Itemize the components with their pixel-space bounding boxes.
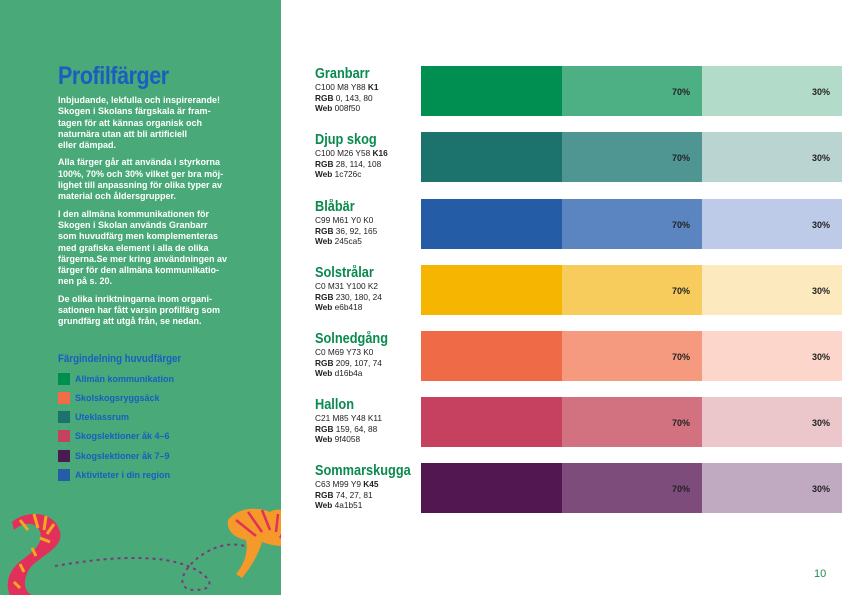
tint-label: 30% bbox=[811, 352, 830, 362]
legend-item bbox=[58, 468, 174, 481]
tint-label: 70% bbox=[671, 418, 690, 428]
swatch-30 bbox=[702, 66, 842, 116]
color-row bbox=[315, 265, 842, 315]
cmyk-value: C0 M69 Y73 K0 bbox=[315, 347, 374, 357]
color-name: Solnedgång bbox=[315, 331, 389, 347]
color-info bbox=[315, 66, 420, 114]
sidebar-panel bbox=[0, 0, 281, 595]
swatch-70 bbox=[562, 66, 703, 116]
color-info bbox=[315, 463, 420, 511]
color-row bbox=[315, 331, 842, 381]
swatch-70 bbox=[562, 463, 703, 513]
swatch-30 bbox=[702, 397, 842, 447]
legend-label: Skolskogsryggsäck bbox=[75, 392, 160, 403]
legend-item bbox=[58, 411, 174, 424]
intro-text bbox=[58, 95, 258, 334]
web-value: Web 1c726c bbox=[315, 169, 362, 180]
color-name: Solstrålar bbox=[315, 265, 374, 281]
color-name: Hallon bbox=[315, 397, 354, 413]
legend-swatch bbox=[58, 430, 70, 442]
web-value: Web d16b4a bbox=[315, 368, 363, 379]
legend-label: Allmän kommunikation bbox=[75, 373, 175, 384]
tint-label: 30% bbox=[811, 418, 830, 428]
legend-item bbox=[58, 430, 174, 443]
color-info bbox=[315, 397, 420, 445]
tint-label: 70% bbox=[671, 87, 690, 97]
swatch-30 bbox=[702, 331, 842, 381]
swatch-100 bbox=[421, 66, 562, 116]
swatch-30 bbox=[702, 199, 842, 249]
rgb-value: RGB 28, 114, 108 bbox=[315, 158, 382, 169]
color-row bbox=[315, 463, 842, 513]
rgb-value: RGB 0, 143, 80 bbox=[315, 92, 373, 103]
web-value: Web 9f4058 bbox=[315, 434, 361, 445]
color-info bbox=[315, 331, 420, 379]
tint-label: 70% bbox=[671, 352, 690, 362]
web-value: Web e6b418 bbox=[315, 302, 363, 313]
tint-label: 30% bbox=[811, 484, 830, 494]
cmyk-value: C63 M99 Y9 K45 bbox=[315, 479, 379, 489]
legend-label: Skogslektioner åk 4–6 bbox=[75, 431, 170, 442]
tint-label: 70% bbox=[671, 220, 690, 230]
swatch-70 bbox=[562, 331, 703, 381]
legend-label: Aktiviteter i din region bbox=[75, 469, 171, 480]
web-value: Web 008f50 bbox=[315, 103, 361, 114]
color-row bbox=[315, 397, 842, 447]
cmyk-value: C100 M8 Y88 K1 bbox=[315, 82, 379, 92]
legend-label: Skogslektioner åk 7–9 bbox=[75, 450, 170, 461]
rgb-value: RGB 74, 27, 81 bbox=[315, 489, 373, 500]
color-info bbox=[315, 132, 420, 180]
legend-item bbox=[58, 449, 174, 462]
color-name: Granbarr bbox=[315, 66, 370, 82]
cmyk-value: C21 M85 Y48 K11 bbox=[315, 413, 383, 423]
color-row bbox=[315, 66, 842, 116]
swatch-30 bbox=[702, 265, 842, 315]
swatch-100 bbox=[421, 463, 562, 513]
legend-swatch bbox=[58, 450, 70, 462]
swatch-100 bbox=[421, 331, 562, 381]
tint-label: 30% bbox=[811, 87, 830, 97]
web-value: Web 4a1b51 bbox=[315, 500, 363, 511]
swatch-100 bbox=[421, 265, 562, 315]
rgb-value: RGB 230, 180, 24 bbox=[315, 291, 382, 302]
legend-swatch bbox=[58, 392, 70, 404]
color-name: Blåbär bbox=[315, 199, 355, 215]
page-number: 10 bbox=[814, 568, 827, 580]
web-value: Web 245ca5 bbox=[315, 236, 362, 247]
legend-item bbox=[58, 372, 174, 385]
intro-paragraph: Inbjudande, lekfulla och inspirerande! Skogen i Skolans färgskala är fram- tagen för att kännas organisk och naturnära utan att bli artificiell eller dämpad. bbox=[58, 95, 221, 151]
page-title: Profilfärger bbox=[58, 62, 169, 90]
swatch-70 bbox=[562, 397, 703, 447]
tint-label: 70% bbox=[671, 153, 690, 163]
swatch-30 bbox=[702, 463, 842, 513]
swatch-30 bbox=[702, 132, 842, 182]
intro-paragraph: De olika inriktningarna inom organi- sationen har fått varsin profilfärg som grundfärg att utgå från, se nedan. bbox=[58, 293, 221, 327]
color-info bbox=[315, 199, 420, 247]
rgb-value: RGB 36, 92, 165 bbox=[315, 225, 378, 236]
tint-label: 70% bbox=[671, 286, 690, 296]
tint-label: 70% bbox=[671, 484, 690, 494]
dotted-trail bbox=[55, 545, 250, 590]
legend-swatch bbox=[58, 373, 70, 385]
swatch-70 bbox=[562, 132, 703, 182]
rgb-value: RGB 209, 107, 74 bbox=[315, 357, 382, 368]
legend-title: Färgindelning huvudfärger bbox=[58, 353, 182, 365]
legend-swatch bbox=[58, 469, 70, 481]
color-name: Sommarskugga bbox=[315, 463, 411, 479]
cmyk-value: C100 M26 Y58 K16 bbox=[315, 148, 388, 158]
color-legend bbox=[58, 372, 174, 488]
tint-label: 30% bbox=[811, 153, 830, 163]
tint-label: 30% bbox=[811, 220, 830, 230]
swatch-100 bbox=[421, 397, 562, 447]
color-row bbox=[315, 132, 842, 182]
color-row bbox=[315, 199, 842, 249]
color-info bbox=[315, 265, 420, 313]
swatch-70 bbox=[562, 199, 703, 249]
legend-label: Uteklassrum bbox=[75, 412, 130, 423]
swatch-100 bbox=[421, 199, 562, 249]
tint-label: 30% bbox=[811, 286, 830, 296]
legend-item bbox=[58, 391, 174, 404]
intro-paragraph: I den allmäna kommunikationen för Skogen i Skolan används Granbarr som huvudfärg men komplementeras med grafiska element i alla de olika färgerna.Se mer kring användningen av färger för den allmäna kommunikatio- nen på s. 20. bbox=[58, 208, 228, 287]
swatch-100 bbox=[421, 132, 562, 182]
color-name: Djup skog bbox=[315, 132, 377, 148]
cmyk-value: C99 M61 Y0 K0 bbox=[315, 215, 374, 225]
legend-swatch bbox=[58, 411, 70, 423]
cmyk-value: C0 M31 Y100 K2 bbox=[315, 281, 379, 291]
swatch-70 bbox=[562, 265, 703, 315]
rgb-value: RGB 159, 64, 88 bbox=[315, 423, 378, 434]
intro-paragraph: Alla färger går att använda i styrkorna 100%, 70% och 30% vilket ger bra möj- lighet till anpassning för olika typer av material och åldersgrupper. bbox=[58, 157, 224, 202]
